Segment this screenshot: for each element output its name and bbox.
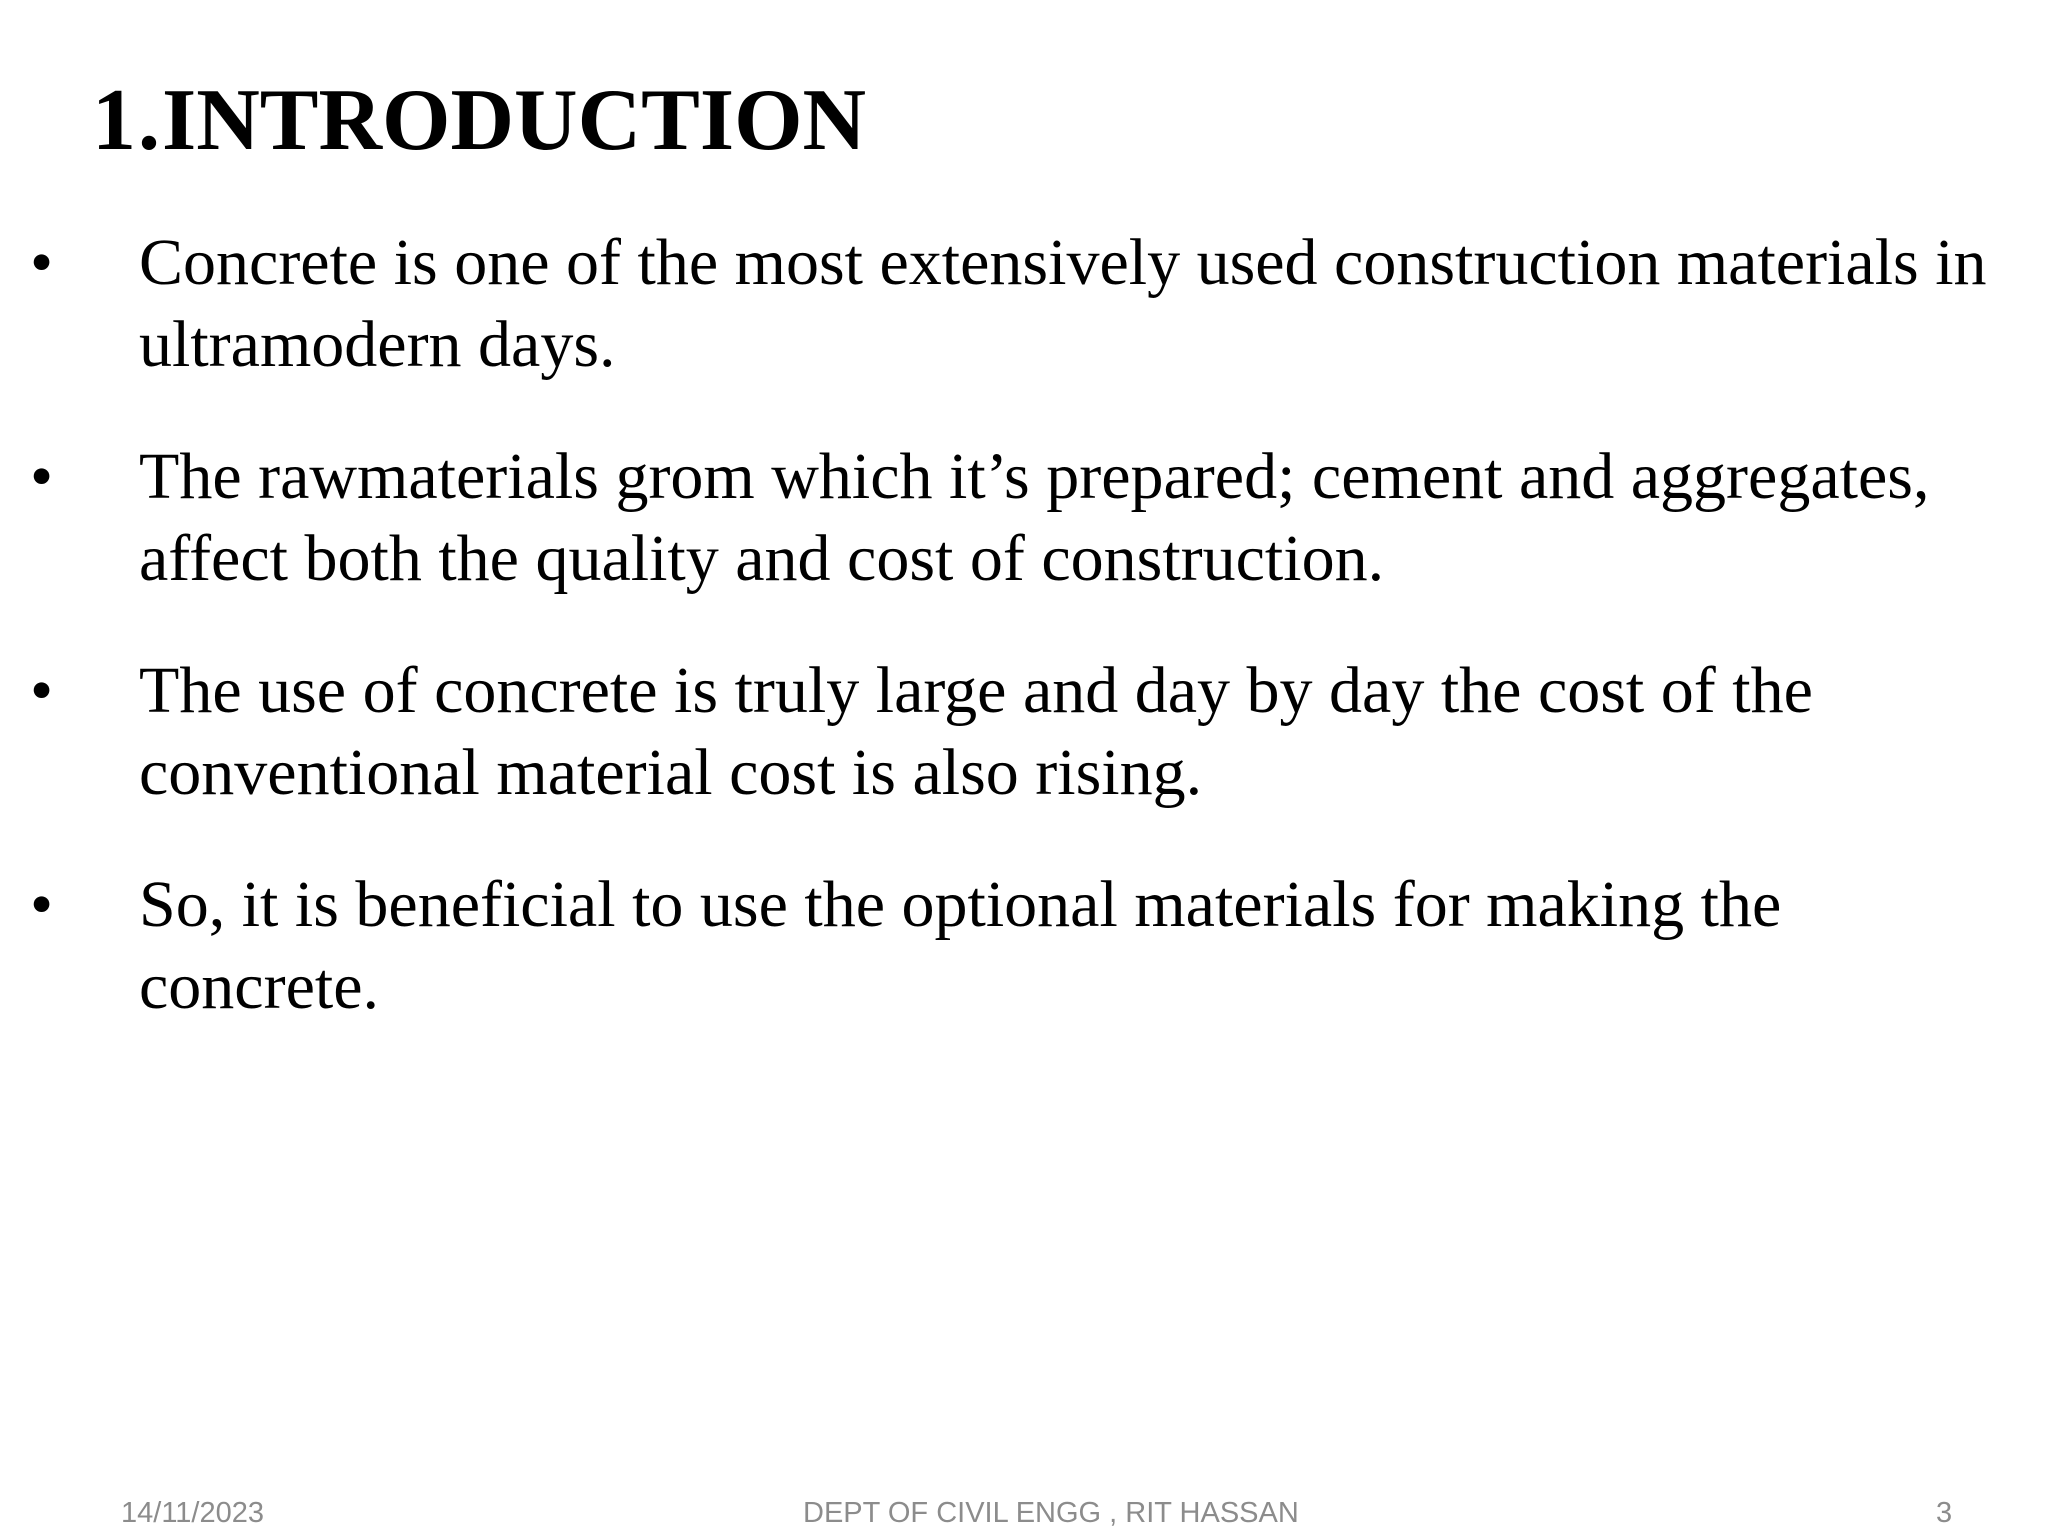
title-number: 1. <box>92 72 162 169</box>
bullet-dot-icon: • <box>30 654 54 727</box>
slide-title <box>92 66 866 176</box>
bullet-dot-icon: • <box>30 440 54 513</box>
bullet-dot-icon: • <box>30 226 54 299</box>
bullet-item <box>0 436 2019 600</box>
bullet-text: The use of concrete is truly large and day by day the cost of the conventional material cost is also rising. <box>139 654 1813 809</box>
footer-page-number: 3 <box>1936 1497 1953 1529</box>
bullet-dot-icon: • <box>30 868 54 941</box>
bullet-list <box>0 222 2048 1078</box>
bullet-item <box>0 222 2019 386</box>
bullet-text: The rawmaterials grom which it’s prepared; cement and aggregates, affect both the quality and cost of construction. <box>139 440 1930 595</box>
bullet-item <box>0 650 2019 814</box>
bullet-item <box>0 864 2019 1028</box>
bullet-text: Concrete is one of the most extensively used construction materials in ultramodern days. <box>139 226 1987 381</box>
title-text: INTRODUCTION <box>162 72 867 169</box>
bullet-text: So, it is beneficial to use the optional materials for making the concrete. <box>139 868 1782 1023</box>
footer-department: DEPT OF CIVIL ENGG , RIT HASSAN <box>803 1497 1299 1529</box>
footer-date: 14/11/2023 <box>121 1497 264 1529</box>
